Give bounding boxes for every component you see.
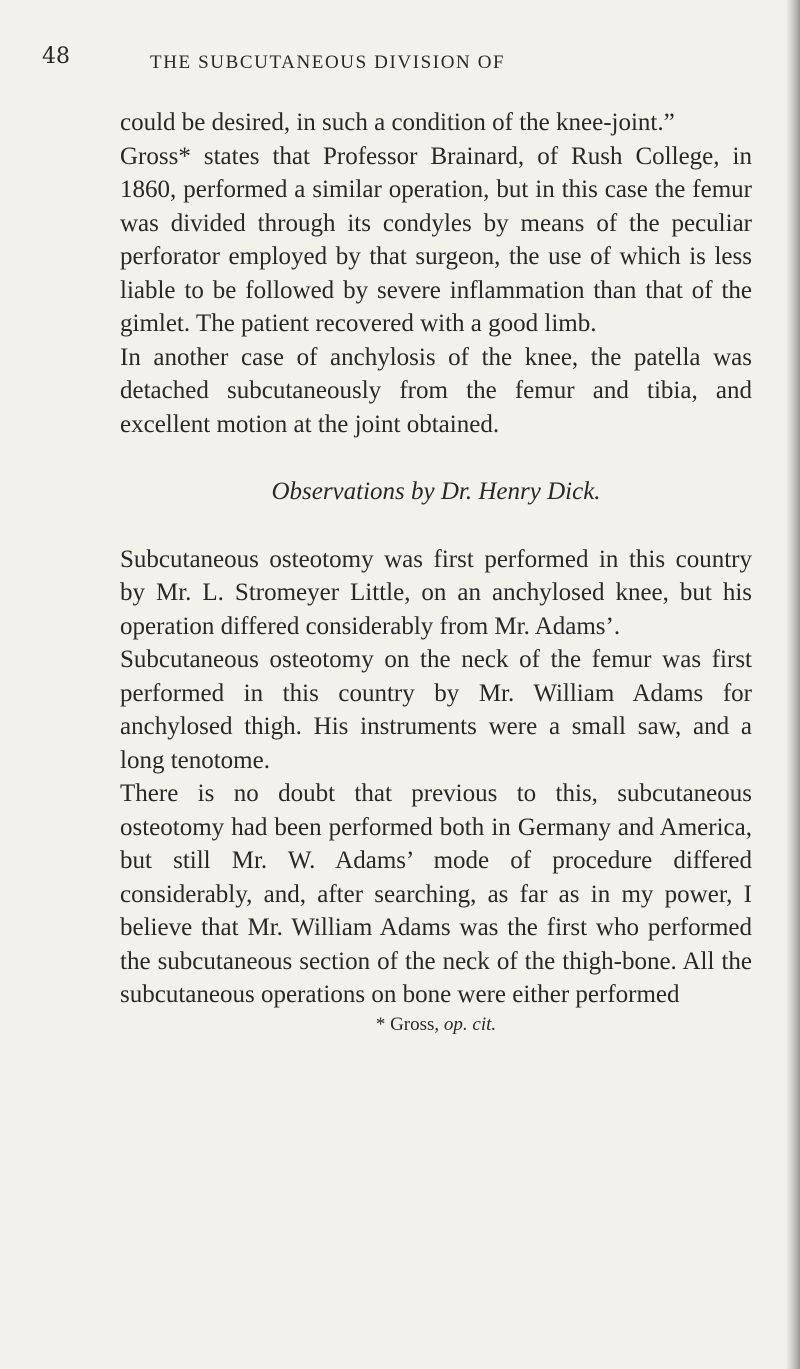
paragraph: In another case of anchylosis of the knee, the patella was detached subcutaneously from the femur and tibia, and excellent motion at the joint obtained. [120, 343, 752, 438]
paragraph: Subcutaneous osteotomy was first performed in this country by Mr. L. Stromeyer Little, on an anchylosed knee, but his operation differed considerably from Mr. Adams’. [120, 545, 752, 640]
body-text [120, 106, 752, 1012]
footnote-citation: op. cit. [443, 1013, 497, 1035]
running-head: THE SUBCUTANEOUS DIVISION OF [150, 52, 506, 73]
page-edge-shadow [786, 0, 800, 1369]
paragraph: There is no doubt that previous to this, subcutaneous osteotomy had been performed both in Germany and America, but still Mr. W. Adams’ mode of procedure differed considerably, and, after searching, as far as in my power, I believe that Mr. William Adams was the first who performed the subcutaneous section of the neck of the thigh-bone. All the subcutaneous operations on bone were either performed [120, 780, 752, 1008]
paragraph: Subcutaneous osteotomy on the neck of the femur was first performed in this country by Mr. William Adams for anchylosed thigh. His instruments were a small saw, and a long tenotome. [120, 646, 752, 774]
footnote [120, 1014, 752, 1036]
section-heading: Observations by Dr. Henry Dick. [271, 478, 601, 505]
page-number: 48 [42, 44, 70, 69]
paragraph: could be desired, in such a condition of the knee-joint.” [120, 109, 675, 136]
page-header [42, 44, 752, 86]
paragraph: Gross* states that Professor Brainard, of Rush College, in 1860, performed a similar operation, but in this case the femur was divided through its condyles by means of the peculiar perforator employed by that surgeon, the use of which is less liable to be followed by severe inflammation than that of the gimlet. The patient recovered with a good limb. [120, 142, 752, 337]
footnote-marker: * Gross, [375, 1013, 440, 1035]
